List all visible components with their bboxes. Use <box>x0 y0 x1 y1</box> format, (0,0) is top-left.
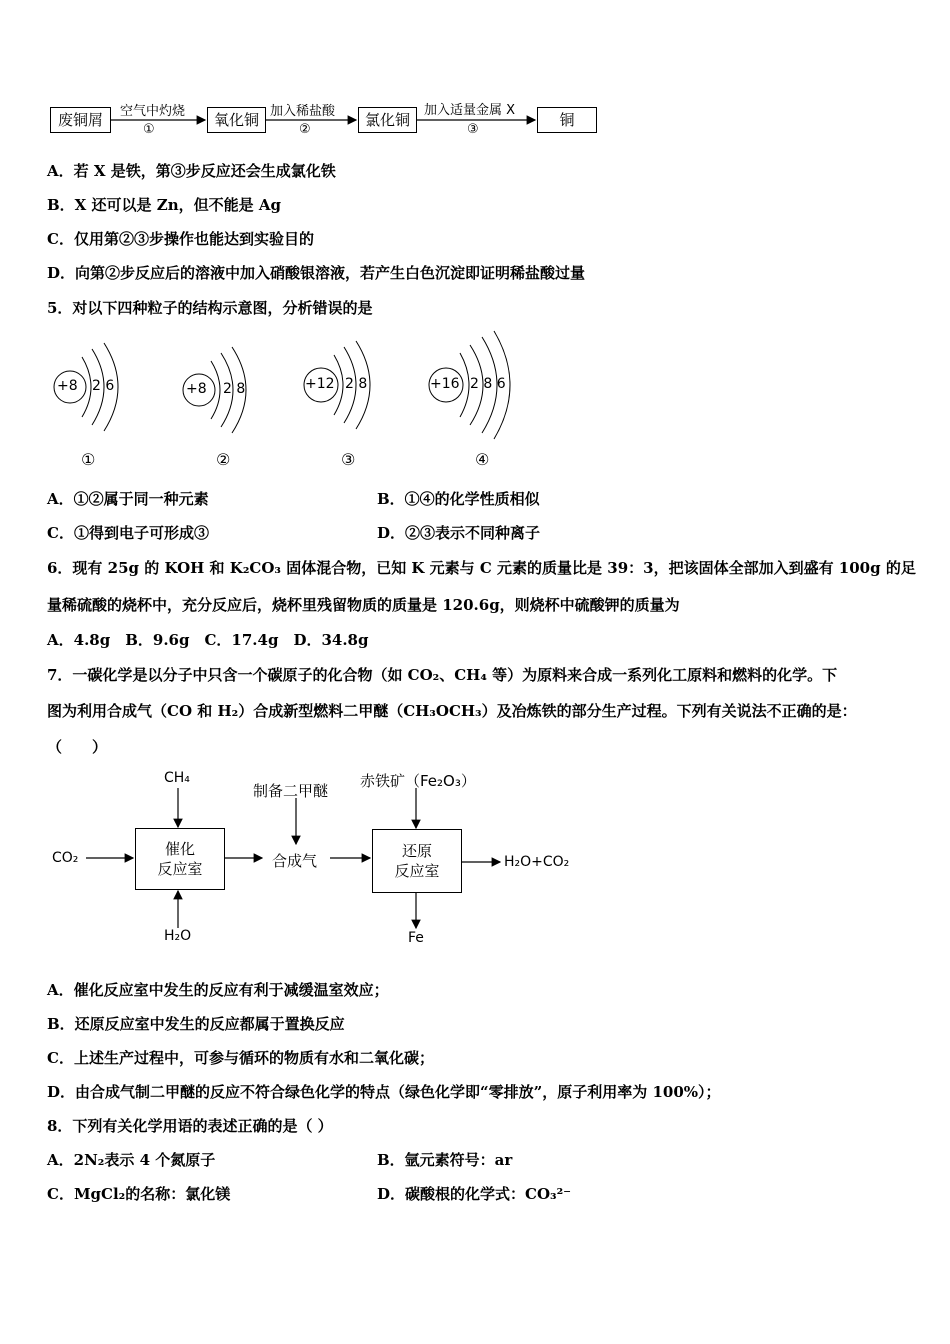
diagram-dme: 制备二甲醚 <box>253 782 329 800</box>
q7-option-a: A．催化反应室中发生的反应有利于减缓温室效应； <box>47 981 389 999</box>
q7-stem-line2: 图为利用合成气（CO 和 H₂）合成新型燃料二甲醚（CH₃OCH₃）及冶炼铁的部分生产过程。下列有关说法不正确的是： <box>47 702 857 720</box>
particle-1-shells: 2 6 <box>92 378 115 394</box>
reduction-reactor-line1: 还原 <box>401 842 432 860</box>
q7-stem-line3: （ ） <box>47 738 108 756</box>
q8-option-d: D．碳酸根的化学式：CO₃²⁻ <box>377 1185 572 1203</box>
reduction-reactor-line2: 反应室 <box>394 862 440 880</box>
q8-option-c: C．MgCl₂的名称：氯化镁 <box>47 1185 231 1203</box>
particle-3-label: ③ <box>341 450 356 469</box>
catalytic-reactor-box <box>135 828 225 890</box>
particle-2-label: ② <box>216 450 231 469</box>
flow-arrow-2-top: 加入稀盐酸 <box>270 104 336 119</box>
particle-4-shells: 2 8 6 <box>470 376 506 392</box>
particle-1-label: ① <box>81 450 96 469</box>
q4-option-c: C．仅用第②③步操作也能达到实验目的 <box>47 230 314 248</box>
diagram-products: H₂O+CO₂ <box>504 854 570 870</box>
flow-arrow-2-bottom: ② <box>299 122 311 137</box>
q8-option-b: B．氩元素符号：ar <box>377 1151 513 1169</box>
particle-3-shells: 2 8 <box>345 376 368 392</box>
particle-2-shells: 2 8 <box>223 381 246 397</box>
q4-option-b: B．X 还可以是 Zn，但不能是 Ag <box>47 196 281 214</box>
flow-arrow-1-bottom: ① <box>143 122 155 137</box>
q7-option-b: B．还原反应室中发生的反应都属于置换反应 <box>47 1015 345 1033</box>
reduction-reactor-box <box>372 829 462 893</box>
q8-option-a: A．2N₂表示 4 个氮原子 <box>47 1151 216 1169</box>
particle-4-nucleus: +16 <box>430 376 460 392</box>
q5-stem: 5．对以下四种粒子的结构示意图，分析错误的是 <box>47 299 373 317</box>
catalytic-reactor-line1: 催化 <box>164 840 195 858</box>
q5-option-c: C．①得到电子可形成③ <box>47 524 209 542</box>
q8-stem: 8．下列有关化学用语的表述正确的是（ ） <box>47 1117 333 1135</box>
flow-box-copper-chloride: 氯化铜 <box>358 107 417 133</box>
q5-option-a: A．①②属于同一种元素 <box>47 490 209 508</box>
diagram-ore: 赤铁矿（Fe₂O₃） <box>360 772 476 790</box>
q5-option-d: D．②③表示不同种离子 <box>377 524 541 542</box>
particle-2-nucleus: +8 <box>186 381 207 397</box>
diagram-syngas: 合成气 <box>272 852 318 870</box>
diagram-co2: CO₂ <box>52 850 79 866</box>
catalytic-reactor-line2: 反应室 <box>157 860 203 878</box>
q5-option-b: B．①④的化学性质相似 <box>377 490 540 508</box>
q7-stem-line1: 7．一碳化学是以分子中只含一个碳原子的化合物（如 CO₂、CH₄ 等）为原料来合成一系列化工原料和燃料的化学。下 <box>47 666 838 684</box>
diagram-h2o: H₂O <box>164 928 192 944</box>
diagram-fe: Fe <box>408 930 424 946</box>
q7-option-c: C．上述生产过程中，可参与循环的物质有水和二氧化碳； <box>47 1049 434 1067</box>
particle-1-nucleus: +8 <box>57 378 78 394</box>
flow-box-copper: 铜 <box>537 107 597 133</box>
particle-3-nucleus: +12 <box>305 376 335 392</box>
q6-options: A．4.8g B．9.6g C．17.4g D．34.8g <box>47 631 369 649</box>
flow-box-copper-oxide: 氧化铜 <box>207 107 266 133</box>
q6-stem-line2: 量稀硫酸的烧杯中，充分反应后，烧杯里残留物质的质量是 120.6g，则烧杯中硫酸钾的质量为 <box>47 596 680 614</box>
q7-option-d: D．由合成气制二甲醚的反应不符合绿色化学的特点（绿色化学即“零排放”，原子利用率为 100%）； <box>47 1083 721 1101</box>
flow-arrow-1-top: 空气中灼烧 <box>120 104 186 119</box>
particle-4-label: ④ <box>475 450 490 469</box>
diagram-ch4: CH₄ <box>164 770 190 786</box>
q6-stem-line1: 6．现有 25g 的 KOH 和 K₂CO₃ 固体混合物，已知 K 元素与 C 元素的质量比是 39：3，把该固体全部加入到盛有 100g 的足 <box>47 559 916 577</box>
flow-box-scrap-copper: 废铜屑 <box>50 107 111 133</box>
q4-option-a: A．若 X 是铁，第③步反应还会生成氯化铁 <box>47 162 336 180</box>
flow-arrow-3-bottom: ③ <box>467 122 479 137</box>
flow-arrow-3-top: 加入适量金属 X <box>424 103 516 118</box>
q4-option-d: D．向第②步反应后的溶液中加入硝酸银溶液，若产生白色沉淀即证明稀盐酸过量 <box>47 264 586 282</box>
